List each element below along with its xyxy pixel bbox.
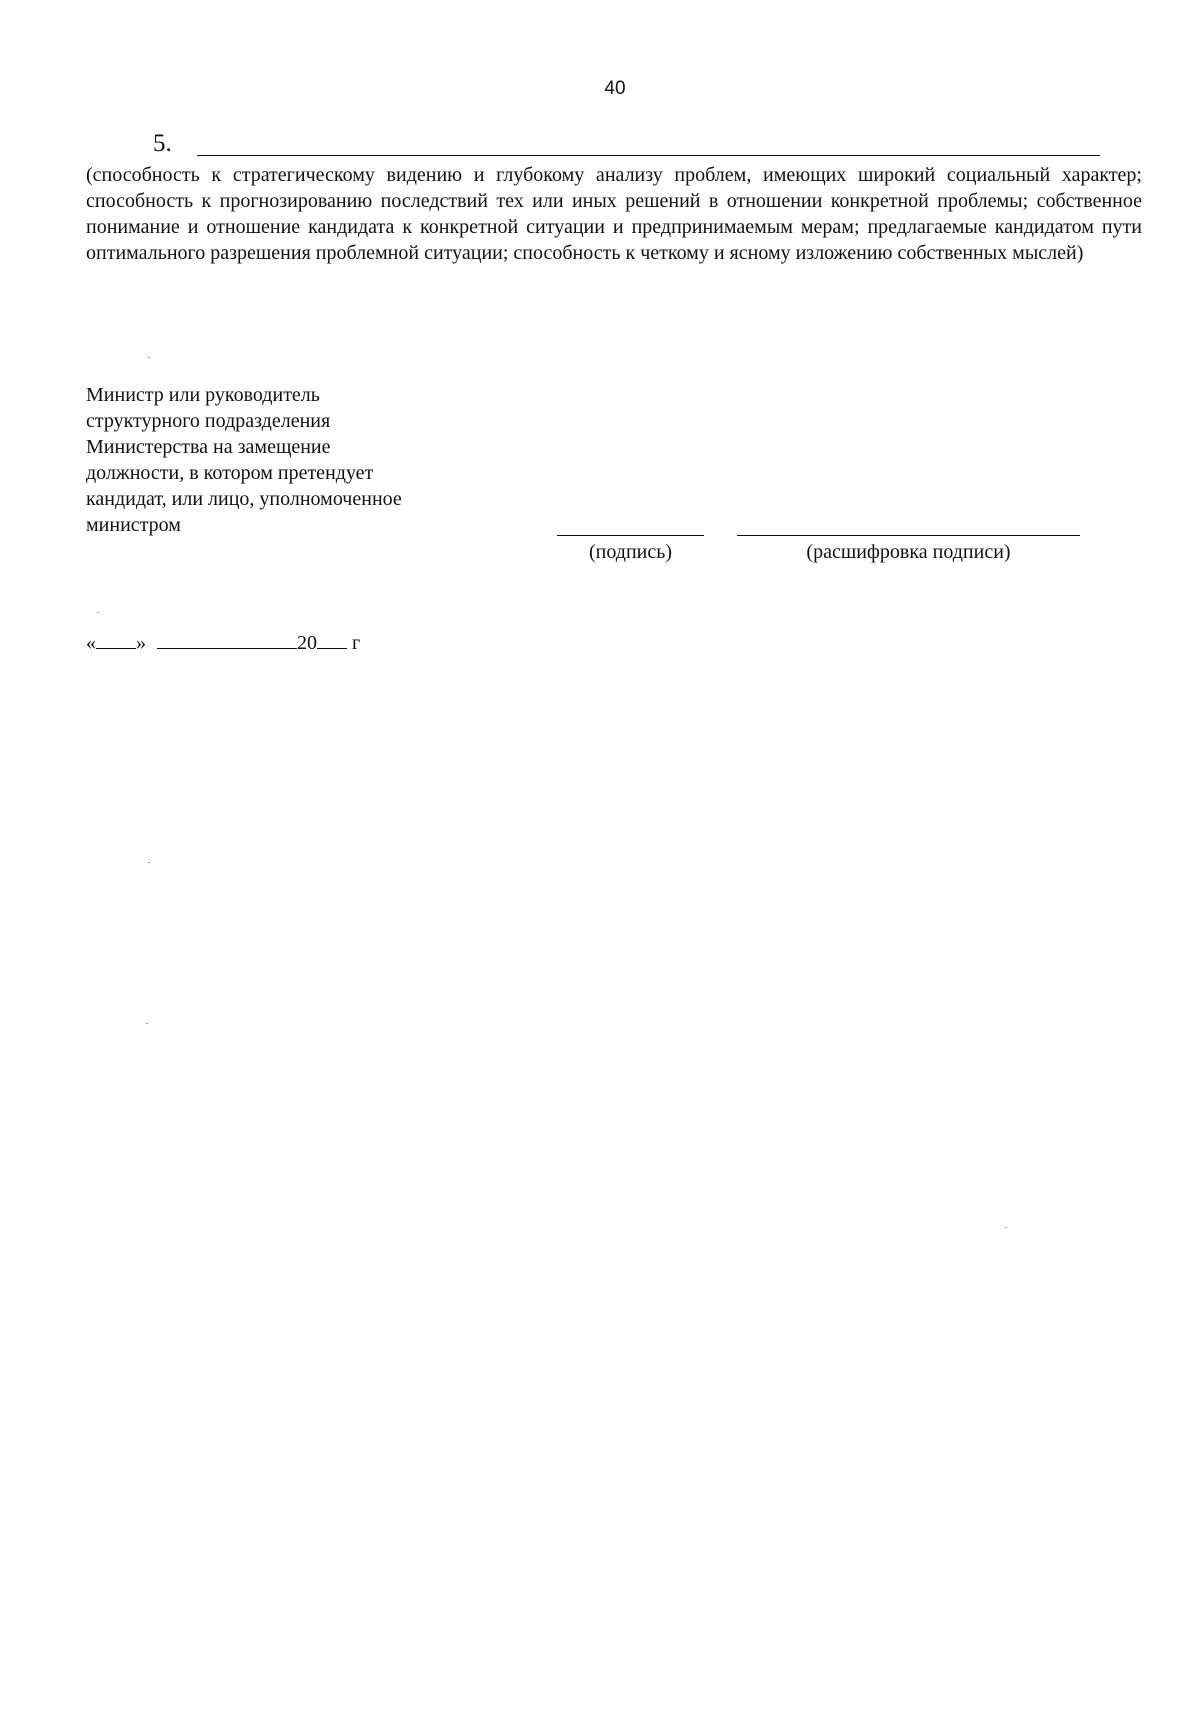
item-number: 5.	[153, 130, 172, 157]
signer-title-line: кандидат, или лицо, уполномоченное	[86, 488, 402, 510]
signer-title-line: Министерства на замещение	[86, 436, 331, 458]
scan-speck	[148, 862, 150, 863]
signature-decoding-line	[737, 535, 1080, 536]
signer-title-line: министром	[86, 514, 181, 536]
signer-title-line: должности, в котором претендует	[86, 462, 374, 484]
signature-decoding-caption: (расшифровка подписи)	[806, 541, 1011, 563]
date-field	[86, 630, 360, 656]
date-open-quote: «	[86, 632, 96, 654]
date-year-blank	[317, 630, 347, 649]
date-year-suffix: г	[352, 632, 361, 654]
signature-line	[557, 535, 704, 536]
item-description: (способность к стратегическому видению и глубокому анализу проблем, имеющих широкий социальный характер; способность к прогнозированию последствий тех или иных решений в отношении конкретной проблемы; собственное понимание и отношение кандидата к конкретной ситуации и предпринимаемым мерам; предлагаемые кандидатом пути оптимального разрешения проблемной ситуации; способность к четкому и ясному изложению собственных мыслей)	[86, 164, 1142, 264]
date-day-blank	[96, 630, 136, 649]
signer-title-line: структурного подразделения	[86, 410, 331, 432]
item-answer-line	[197, 155, 1100, 156]
date-year-prefix: 20	[297, 632, 317, 654]
signer-title	[86, 382, 402, 538]
scan-speck	[146, 1023, 148, 1024]
date-close-quote: »	[136, 632, 146, 654]
scan-speck	[97, 612, 99, 613]
scan-speck	[148, 357, 150, 358]
date-month-blank	[157, 630, 297, 649]
scan-speck	[1005, 1227, 1007, 1228]
signer-title-line: Министр или руководитель	[86, 384, 320, 406]
signature-caption: (подпись)	[588, 541, 673, 563]
page-number: 40	[604, 78, 626, 99]
